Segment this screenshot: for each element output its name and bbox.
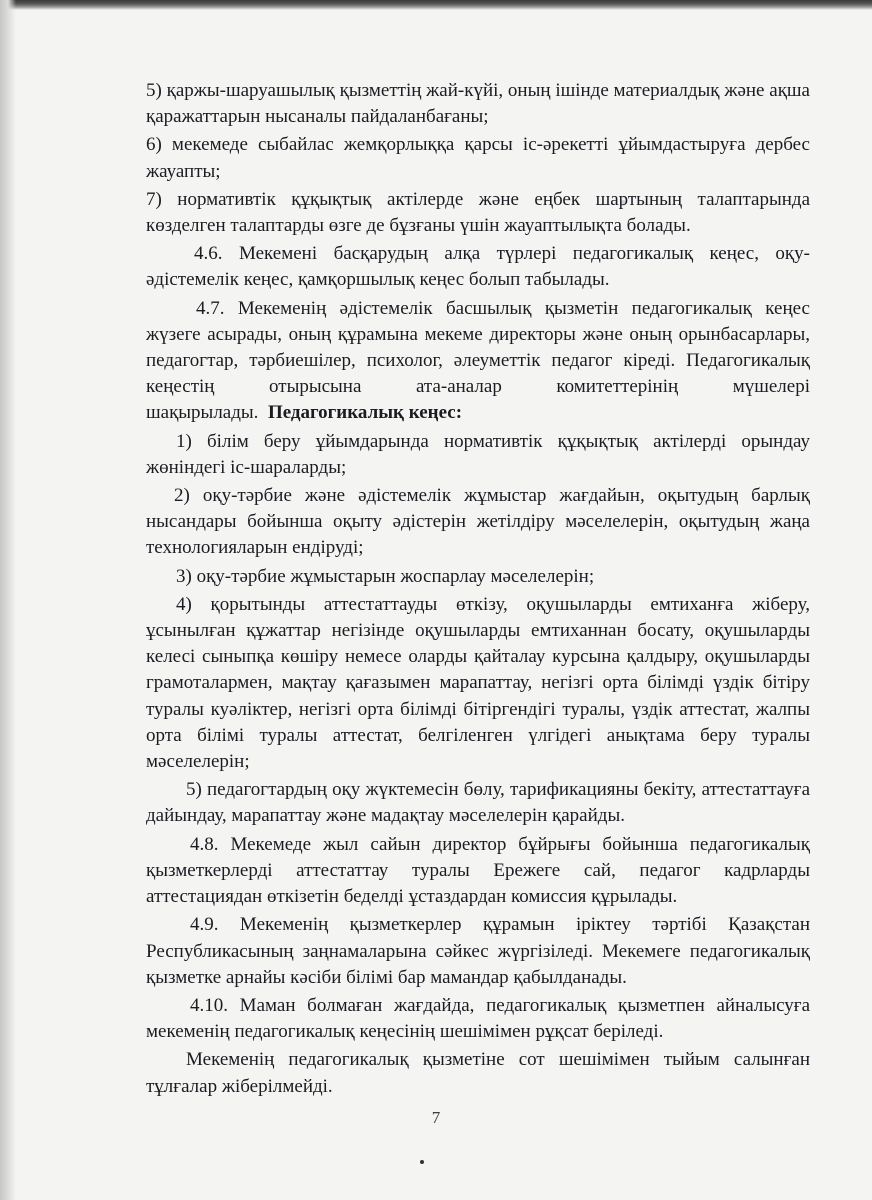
closing-paragraph: Мекеменің педагогикалық қызметіне сот шешімімен тыйым салынған тұлғалар жіберілмейді.	[146, 1049, 810, 1097]
council-item-5: 5) педагогтардың оқу жүктемесін бөлу, тарификацияны бекіту, аттестаттауға дайындау, марапаттау және мадақтау мәселелерін қарайды.	[146, 779, 810, 827]
page-number: 7	[431, 1108, 441, 1127]
section-4-8: 4.8. Мекемеде жыл сайын директор бұйрығы бойынша педагогикалық қызметкерлерді аттестаттау туралы Ережеге сай, педагог кадрларды аттестациядан өткізетін беделді ұстаздардан комиссия құрылады.	[146, 833, 810, 908]
council-item-4: 4) қорытынды аттестаттауды өткізу, оқушыларды емтиханға жіберу, ұсынылған құжаттар негізінде оқушыларды емтиханнан босату, оқушыларды келесі сыныпқа көшіру немесе оларды қайталау курсына қалдыру, оқушыларды грамоталармен, мақтау қағазымен марапаттау, негізгі орта білімді үздік бітіру туралы куәліктер, негізгі орта білімді бітіргендігі туралы, үздік аттестат, жалпы орта білімі туралы аттестат, белгіленген үлгідегі анықтама беру туралы мәселелерін;	[146, 593, 810, 773]
scan-speck	[420, 1160, 424, 1164]
section-4-7-bold-heading: Педагогикалық кеңес:	[267, 402, 463, 424]
list-item-6: 6) мекемеде сыбайлас жемқорлыққа қарсы іс-әрекетті ұйымдастыруға дербес жауапты;	[146, 134, 810, 182]
section-4-6: 4.6. Мекемені басқарудың алқа түрлері педагогикалық кеңес, оқу-әдістемелік кеңес, қамқоршылық кеңес болып табылады.	[146, 243, 810, 291]
council-item-1: 1) білім беру ұйымдарында нормативтік құқықтық актілерді орындау жөніндегі іс-шараларды;	[146, 430, 810, 478]
council-item-3: 3) оқу-тәрбие жұмыстарын жоспарлау мәселелерін;	[176, 565, 595, 587]
document-body	[146, 78, 810, 1102]
council-item-2: 2) оқу-тәрбие және әдістемелік жұмыстар жағдайын, оқытудың барлық нысандары бойынша оқыту әдістерін жетілдіру мәселелерін, оқытудың жаңа технологияларын ендіруді;	[146, 485, 810, 559]
section-4-10: 4.10. Маман болмаған жағдайда, педагогикалық қызметпен айналысуға мекеменің педагогикалық кеңесінің шешімімен рұқсат беріледі.	[146, 994, 810, 1043]
section-4-7	[146, 296, 810, 427]
scan-left-edge	[0, 0, 16, 1200]
scan-top-edge	[0, 0, 872, 10]
list-item-7: 7) нормативтік құқықтық актілерде және еңбек шартының талаптарында көзделген талаптарды өзге де бұзғаны үшін жауаптылықта болады.	[146, 188, 810, 237]
section-4-9: 4.9. Мекеменің қызметкерлер құрамын іріктеу тәртібі Қазақстан Республикасының заңнамаларына сәйкес жүргізіледі. Мекемеге педагогикалық қызметке арнайы кәсіби білімі бар мамандар қабылданады.	[146, 914, 810, 988]
section-4-7-text: 4.7. Мекеменің әдістемелік басшылық қызметін педагогикалық кеңес жүзеге асырады, оның құрамына мекеме директоры және оның орынбасарлары, педагогтар, тәрбиешілер, психолог, әлеуметтік педагог кіреді. Педагогикалық кеңестің отырысына ата-аналар комитеттерінің мүшелері шақырылады.	[146, 297, 810, 424]
list-item-5: 5) қаржы-шаруашылық қызметтің жай-күйі, оның ішінде материалдық және ақша қаражаттарын нысаналы пайдаланбағаны;	[146, 80, 810, 128]
